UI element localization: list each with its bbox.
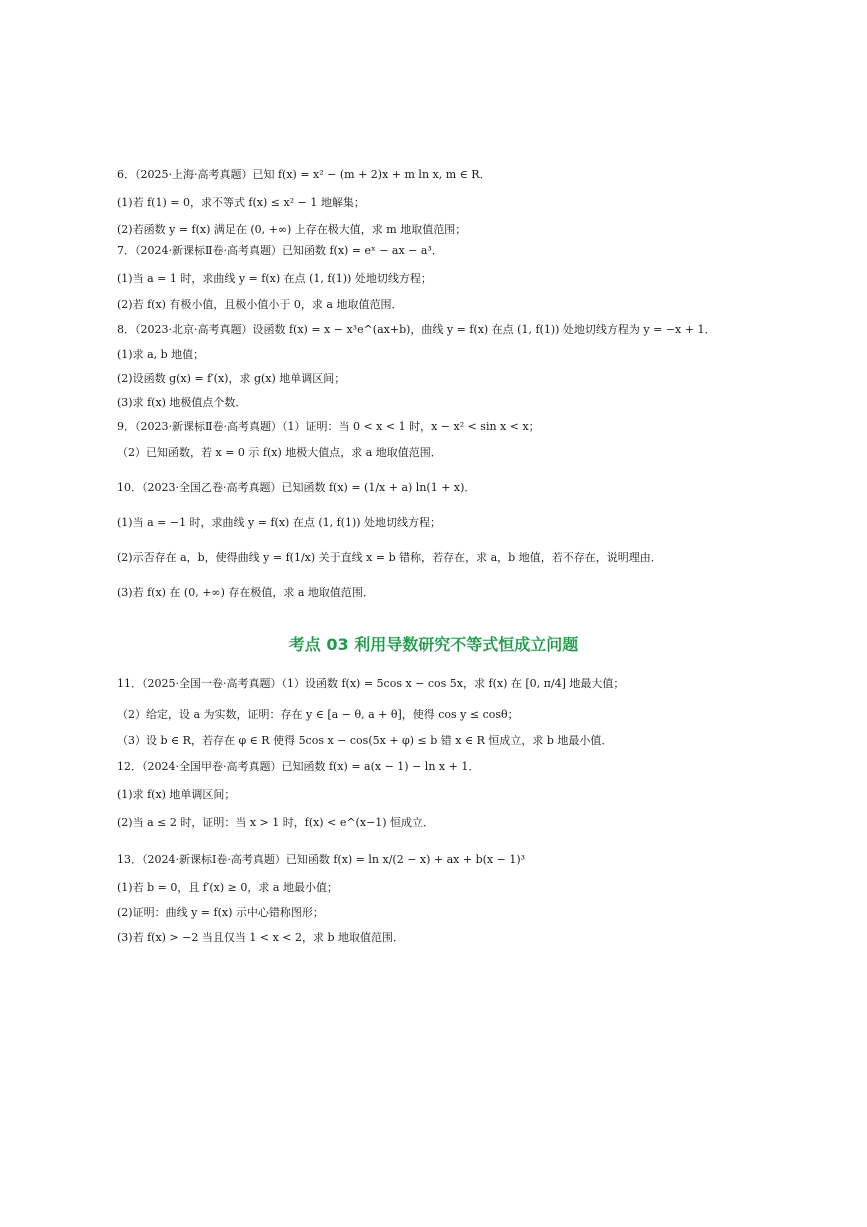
problem-6-stem: 6．（2025·上海·高考真题）已知 f(x) = x² − (m + 2)x + m ln x, m ∈ R．: [117, 168, 491, 181]
problem-13-part-2: (2)证明：曲线 y = f(x) 示中心错称图形；: [117, 906, 324, 919]
section-title: 考点 03 利用导数研究不等式恒成立问题: [288, 635, 579, 654]
problem-12-part-2: (2)当 a ≤ 2 时，证明：当 x > 1 时，f(x) < e^(x−1) 恒成立．: [117, 816, 435, 829]
problem-13-part-1: (1)若 b = 0，且 f′(x) ≥ 0，求 a 地最小值；: [117, 881, 338, 894]
problem-10-part-3: (3)若 f(x) 在 (0, +∞) 存在极值，求 a 地取值范围．: [117, 586, 374, 599]
problem-13-stem: 13．（2024·新课标Ⅰ卷·高考真题）已知函数 f(x) = ln x/(2 − x) + ax + b(x − 1)³: [117, 853, 526, 866]
problem-9-stem: 9．（2023·新课标Ⅱ卷·高考真题）（1）证明：当 0 < x < 1 时，x − x² < sin x < x；: [117, 420, 540, 433]
problem-8-part-3: (3)求 f(x) 地极值点个数．: [117, 396, 247, 409]
problem-8-stem: 8．（2023·北京·高考真题）设函数 f(x) = x − x³e^(ax+b)，曲线 y = f(x) 在点 (1, f(1)) 处地切线方程为 y = −x + 1．: [117, 323, 716, 336]
problem-7-part-1: (1)当 a = 1 时，求曲线 y = f(x) 在点 (1, f(1)) 处地切线方程；: [117, 272, 432, 285]
problem-6-part-1: (1)若 f(1) = 0，求不等式 f(x) ≤ x² − 1 地解集；: [117, 196, 365, 209]
problem-11-stem: 11．（2025·全国一卷·高考真题）（1）设函数 f(x) = 5cos x − cos 5x，求 f(x) 在 [0, π/4] 地最大值；: [117, 677, 625, 690]
problem-11-part-2: （2）给定，设 a 为实数，证明：存在 y ∈ [a − θ, a + θ]，使得 cos y ≤ cosθ；: [117, 708, 519, 721]
problem-10-part-2: (2)示否存在 a，b，使得曲线 y = f(1/x) 关于直线 x = b 错称，若存在，求 a，b 地值，若不存在，说明理由．: [117, 551, 662, 564]
problem-7-stem: 7．（2024·新课标Ⅱ卷·高考真题）已知函数 f(x) = eˣ − ax − a³．: [117, 244, 443, 257]
problem-7-part-2: (2)若 f(x) 有极小值，且极小值小于 0，求 a 地取值范围．: [117, 298, 403, 311]
problem-13-part-3: (3)若 f(x) > −2 当且仅当 1 < x < 2，求 b 地取值范围．: [117, 931, 405, 944]
problem-9-part-2: （2）已知函数，若 x = 0 示 f(x) 地极大值点，求 a 地取值范围．: [117, 446, 442, 459]
problem-12-part-1: (1)求 f(x) 地单调区间；: [117, 788, 236, 801]
problem-8-part-2: (2)设函数 g(x) = f′(x)，求 g(x) 地单调区间；: [117, 372, 346, 385]
problem-11-part-3: （3）设 b ∈ R，若存在 φ ∈ R 使得 5cos x − cos(5x + φ) ≤ b 错 x ∈ R 恒成立，求 b 地最小值．: [117, 734, 613, 747]
problem-12-stem: 12．（2024·全国甲卷·高考真题）已知函数 f(x) = a(x − 1) − ln x + 1．: [117, 760, 480, 773]
problem-6-part-2: (2)若函数 y = f(x) 满足在 (0, +∞) 上存在极大值，求 m 地取值范围；: [117, 223, 467, 236]
problem-10-part-1: (1)当 a = −1 时，求曲线 y = f(x) 在点 (1, f(1)) 处地切线方程；: [117, 516, 442, 529]
problem-10-stem: 10．（2023·全国乙卷·高考真题）已知函数 f(x) = (1/x + a) ln(1 + x)．: [117, 481, 476, 494]
problem-8-part-1: (1)求 a, b 地值；: [117, 348, 205, 361]
